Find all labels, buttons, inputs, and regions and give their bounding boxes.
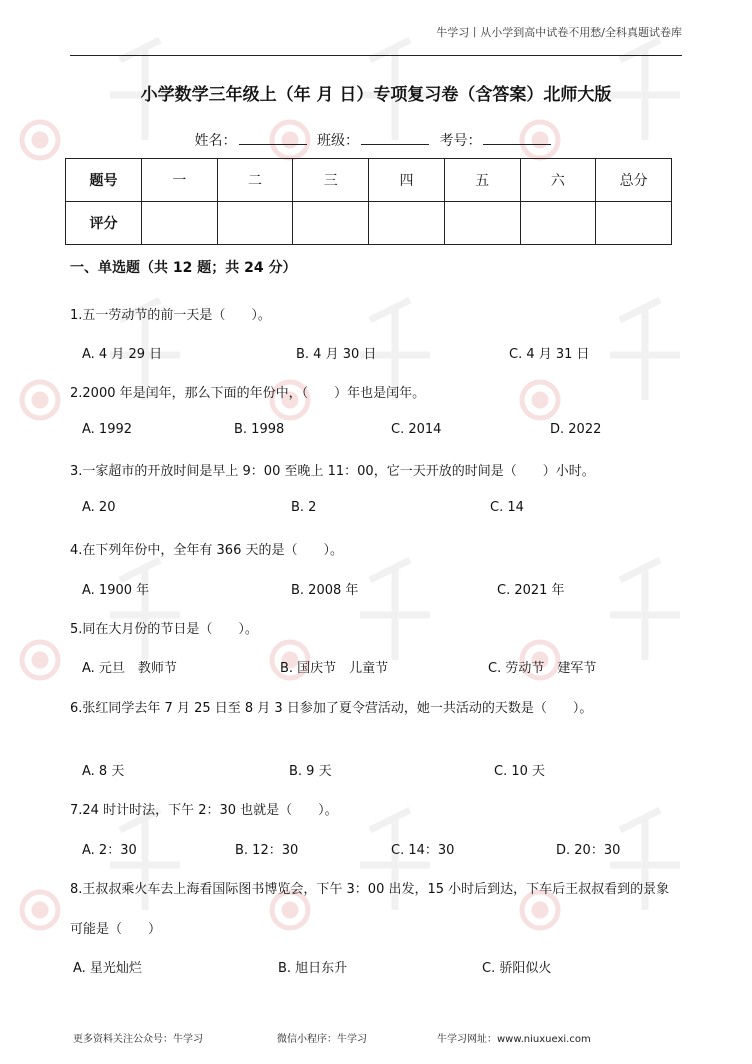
score-table-cell: 四 bbox=[369, 159, 445, 202]
exam-number-blank bbox=[483, 130, 551, 145]
header-divider bbox=[70, 55, 682, 56]
score-table-cell: 题号 bbox=[66, 159, 142, 202]
score-blank-cell bbox=[217, 202, 293, 245]
exam-number-label: 考号： bbox=[439, 133, 482, 149]
footer-wechat-account: 更多资料关注公众号：牛学习 bbox=[73, 1034, 203, 1045]
question-option: C. 骄阳似火 bbox=[482, 961, 552, 976]
score-blank-cell bbox=[520, 202, 596, 245]
score-table-cell: 三 bbox=[293, 159, 369, 202]
header-tagline: 牛学习丨从小学到高中试卷不用愁/全科真题试卷库 bbox=[436, 26, 682, 39]
question-option: C. 10 天 bbox=[494, 764, 546, 779]
score-table-header-row bbox=[66, 159, 672, 202]
question-option: B. 旭日东升 bbox=[278, 961, 348, 976]
question-option: B. 2 bbox=[291, 500, 317, 515]
score-table bbox=[65, 158, 672, 245]
question-option: D. 20：30 bbox=[556, 843, 621, 858]
question-stem: 8.王叔叔乘火车去上海看国际图书博览会，下午 3：00 出发，15 小时后到达，下车后王叔叔看到的景象 bbox=[70, 882, 670, 897]
question-stem: 2.2000 年是闰年，那么下面的年份中，（ ）年也是闰年。 bbox=[70, 386, 426, 401]
question-stem: 4.在下列年份中，全年有 366 天的是（ ）。 bbox=[70, 543, 343, 558]
question-option: C. 2014 bbox=[391, 422, 442, 437]
page-title: 小学数学三年级上（年 月 日）专项复习卷（含答案）北师大版 bbox=[140, 85, 612, 105]
question-option: B. 2008 年 bbox=[291, 583, 359, 598]
question-option: C. 2021 年 bbox=[497, 583, 565, 598]
question-option: C. 14：30 bbox=[391, 843, 455, 858]
question-option: A. 4 月 29 日 bbox=[82, 347, 163, 362]
class-blank bbox=[361, 130, 429, 145]
score-blank-cell bbox=[596, 202, 672, 245]
watermark-logo-icon bbox=[272, 892, 308, 928]
question-option: B. 9 天 bbox=[289, 764, 332, 779]
question-stem: 3.一家超市的开放时间是早上 9：00 至晚上 11：00，它一天开放的时间是（ ）小时。 bbox=[70, 464, 595, 479]
score-table-cell: 二 bbox=[217, 159, 293, 202]
student-info-row bbox=[0, 130, 752, 150]
question-option: B. 4 月 30 日 bbox=[296, 347, 377, 362]
question-stem: 7.24 时计时法，下午 2：30 也就是（ ）。 bbox=[70, 803, 338, 818]
score-table-cell: 一 bbox=[142, 159, 218, 202]
score-table-score-row bbox=[66, 202, 672, 245]
question-option: A. 星光灿烂 bbox=[73, 961, 142, 976]
score-blank-cell bbox=[444, 202, 520, 245]
score-table-cell: 总分 bbox=[596, 159, 672, 202]
question-option: B. 1998 bbox=[234, 422, 285, 437]
question-option: C. 劳动节 建军节 bbox=[488, 661, 597, 676]
name-blank bbox=[239, 130, 307, 145]
watermark-logo-icon bbox=[522, 892, 558, 928]
question-stem: 1.五一劳动节的前一天是（ ）。 bbox=[70, 308, 271, 323]
score-blank-cell bbox=[293, 202, 369, 245]
score-table-cell: 六 bbox=[520, 159, 596, 202]
watermark-logo-icon bbox=[22, 642, 58, 678]
question-stem-continued: 可能是（ ） bbox=[70, 922, 162, 937]
class-label: 班级： bbox=[317, 133, 359, 149]
question-option: A. 2：30 bbox=[82, 843, 137, 858]
section-heading: 一、单选题（共 12 题；共 24 分） bbox=[70, 260, 297, 276]
watermark-logo-icon bbox=[22, 382, 58, 418]
question-option: A. 1900 年 bbox=[82, 583, 150, 598]
score-blank-cell bbox=[369, 202, 445, 245]
question-option: A. 元旦 教师节 bbox=[82, 661, 177, 676]
question-option: B. 国庆节 儿童节 bbox=[280, 661, 389, 676]
question-option: C. 14 bbox=[490, 500, 524, 515]
watermark-logo-icon bbox=[22, 892, 58, 928]
score-table-cell: 评分 bbox=[66, 202, 142, 245]
score-table-cell: 五 bbox=[444, 159, 520, 202]
footer-website: 牛学习网址：www.niuxuexi.com bbox=[437, 1034, 591, 1045]
question-stem: 6.张红同学去年 7 月 25 日至 8 月 3 日参加了夏令营活动，她一共活动的天数是（ ）。 bbox=[70, 701, 593, 716]
footer-mini-program: 微信小程序：牛学习 bbox=[277, 1034, 367, 1045]
score-blank-cell bbox=[142, 202, 218, 245]
question-stem: 5.同在大月份的节日是（ ）。 bbox=[70, 622, 258, 637]
question-option: A. 1992 bbox=[82, 422, 133, 437]
question-option: A. 20 bbox=[82, 500, 116, 515]
watermark-logo-icon bbox=[522, 382, 558, 418]
question-option: C. 4 月 31 日 bbox=[509, 347, 590, 362]
question-option: D. 2022 bbox=[550, 422, 602, 437]
question-option: B. 12：30 bbox=[235, 843, 299, 858]
question-option: A. 8 天 bbox=[82, 764, 125, 779]
name-label: 姓名： bbox=[194, 133, 237, 149]
